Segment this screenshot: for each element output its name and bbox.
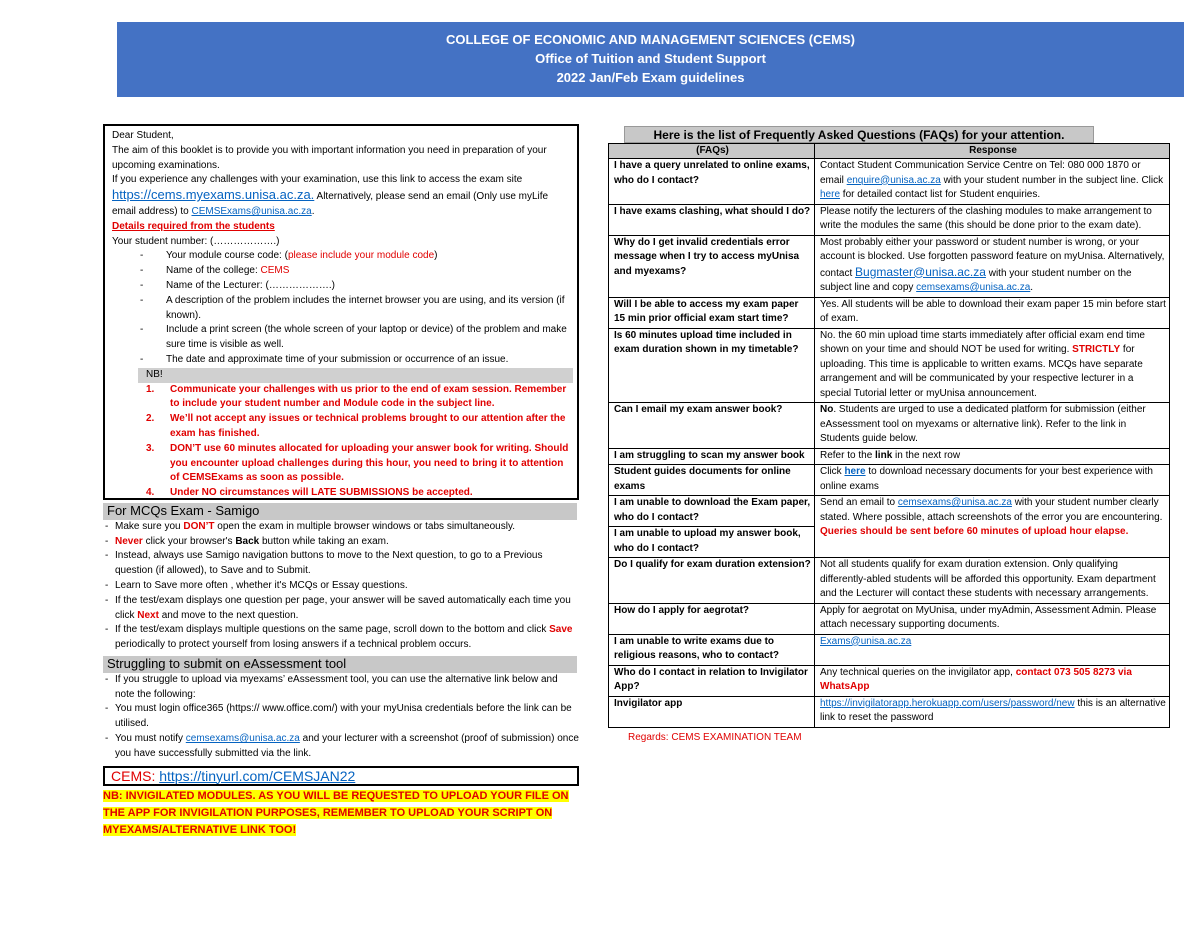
detail-text: Name of the college: — [166, 265, 261, 277]
eassessment-heading: Struggling to submit on eAssessment tool — [103, 656, 577, 673]
regards: Regards: CEMS EXAMINATION TEAM — [628, 731, 802, 743]
mcq-item-a: Learn to Save more often , whether it's MCQs or Essay questions. — [115, 579, 408, 591]
greeting: Dear Student, — [112, 130, 174, 141]
faq-question-text: I have a query unrelated to online exams, who do I contact? — [614, 160, 810, 186]
faq-row — [609, 696, 1170, 727]
faq-response — [815, 496, 1170, 558]
faq-response — [815, 558, 1170, 604]
faq-response-text: with your student number on the subject line and copy — [820, 267, 1132, 293]
mcq-item-r: DON’T — [183, 520, 215, 532]
mcq-item-c: button while taking an exam. — [259, 535, 389, 547]
faq-question — [609, 328, 815, 403]
detail-item — [140, 279, 573, 294]
office-title: Office of Tuition and Student Support — [535, 51, 766, 66]
nb-number: 3. — [146, 442, 155, 454]
eassessment-list — [103, 673, 579, 762]
detail-item — [140, 294, 573, 324]
faq-response-link[interactable]: https://invigilatorapp.herokuapp.com/users/password/new — [820, 697, 1075, 709]
mcq-item — [103, 535, 579, 550]
faq-row — [609, 159, 1170, 205]
mcq-item-b: open the exam in multiple browser windows or tabs simultaneously. — [214, 520, 515, 532]
faq-question — [609, 603, 815, 634]
faq-row — [609, 603, 1170, 634]
nb-item — [138, 486, 573, 501]
faq-question — [609, 696, 815, 727]
detail-end: ) — [434, 250, 438, 262]
faq-col-question: (FAQs) — [609, 144, 815, 159]
faq-question — [609, 235, 815, 297]
faq-response-bold: link — [875, 449, 893, 461]
faq-response-text: with your student number clearly stated. Where possible, attach screenshots of the error you are encountering. — [820, 497, 1163, 523]
faq-question — [609, 204, 815, 235]
eassessment-text: If you struggle to upload via myexams’ eAssessment tool, you can use the alternative link below and note the following: — [115, 673, 558, 700]
faq-response — [815, 465, 1170, 496]
faq-question-text: I am struggling to scan my answer book — [614, 449, 805, 461]
cems-link-box — [103, 766, 579, 787]
mcq-item — [103, 549, 579, 579]
right-column — [608, 126, 1170, 743]
faq-response-link[interactable]: Bugmaster@unisa.ac.za — [855, 264, 986, 279]
detail-highlight: CEMS — [260, 265, 290, 277]
faq-response-text: Any technical queries on the invigilator app, — [820, 666, 1016, 678]
mcq-item-a: If the test/exam displays one question per page, your answer will be saved automatically each time you click — [115, 594, 571, 621]
mcq-item-r: Save — [549, 624, 573, 636]
nb-item — [138, 412, 573, 442]
faq-question — [609, 665, 815, 696]
faq-response-text: Please notify the lecturers of the clashing modules to make arrangement to write the modules the same (this should be done prior to the exam date). — [820, 205, 1152, 231]
nb-item — [138, 383, 573, 413]
nb-label: NB! — [138, 368, 573, 383]
details-heading: Details required from the students — [112, 220, 275, 232]
nb-text: Communicate your challenges with us prior to the end of exam session. Remember to include your student number and Module code in the subject line. — [170, 383, 567, 410]
faq-row — [609, 297, 1170, 328]
faq-question — [609, 558, 815, 604]
student-number-line: Your student number: (……………….) — [112, 235, 280, 247]
faq-table — [608, 143, 1170, 728]
nb-list — [138, 383, 573, 501]
eassessment-text-end: and your lecturer with a screenshot (proof of submission) once you have successfully submitted via the link. — [115, 732, 579, 759]
faq-response-text: in the next row — [892, 449, 961, 461]
faq-row — [609, 665, 1170, 696]
faq-question-text: Do I qualify for exam duration extension? — [614, 559, 811, 570]
faq-title: Here is the list of Frequently Asked Questions (FAQs) for your attention. — [624, 126, 1094, 143]
faq-response — [815, 204, 1170, 235]
detail-text: Name of the Lecturer: (……………….) — [166, 279, 335, 291]
eassessment-text: You must login office365 (https:// www.office.com/) with your myUnisa credentials before the link can be utilised. — [115, 703, 572, 730]
cems-label: CEMS: — [111, 767, 160, 784]
alternative-text: Alternatively, please send an email (Only use myLife email address) to — [112, 191, 549, 217]
faq-response-highlight: contact 073 505 8273 via WhatsApp — [820, 666, 1132, 692]
cemsexams-email-link[interactable]: cemsexams@unisa.ac.za — [185, 732, 300, 744]
faq-question — [609, 634, 815, 665]
faq-row — [609, 235, 1170, 297]
faq-row — [609, 448, 1170, 465]
faq-response-text: with your student number in the subject line. Click — [940, 174, 1164, 186]
faq-question-text: I am unable to download the Exam paper, who do I contact? — [614, 497, 811, 523]
mcq-item — [103, 594, 579, 624]
detail-item — [140, 249, 573, 264]
email-end: . — [311, 205, 315, 217]
faq-row — [609, 558, 1170, 604]
faq-response-text: Not all students qualify for exam duration extension. Only qualifying differently-abled students will be afforded this opportunity. Exam department and the Lecturer will contact these students with necessary arrangements. — [820, 559, 1156, 599]
faq-response-text: Yes. All students will be able to download their exam paper 15 min before start of exam. — [820, 298, 1166, 324]
faq-response-text: Click — [820, 466, 845, 477]
mcq-item-r: Next — [137, 609, 159, 621]
header-banner — [117, 22, 1184, 97]
eassessment-text: You must notify — [115, 732, 186, 744]
detail-item — [140, 264, 573, 279]
exam-site-link[interactable]: https://cems.myexams.unisa.ac.za. — [112, 187, 315, 203]
left-column — [103, 124, 579, 839]
eassessment-item — [103, 702, 579, 732]
faq-response-text: Send an email to — [820, 497, 898, 508]
faq-row — [609, 496, 1170, 558]
mcq-item-a: Make sure you — [115, 520, 184, 532]
faq-response-text: Apply for aegrotat on MyUnisa, under myAdmin, Assessment Admin. Please attach necessary supporting documents. — [820, 604, 1157, 630]
college-title: COLLEGE OF ECONOMIC AND MANAGEMENT SCIENCES (CEMS) — [445, 32, 856, 47]
nb-text: DON’T use 60 minutes allocated for uploading your answer book for writing. Should you encounter upload challenges during this hour, you need to bring it to attention of CEMSExams as soon as possible. — [170, 442, 569, 484]
nb-number: 4. — [146, 487, 155, 499]
faq-question-text: I am unable to write exams due to religious reasons, who to contact? — [614, 635, 780, 661]
faq-question — [609, 159, 815, 205]
faq-question-text: Student guides documents for online exams — [614, 466, 791, 492]
faq-response-text: . Students are urged to use a dedicated platform for submission (either eAssessment tool on myexams or alternative link). Refer to the link in Students guide below. — [820, 404, 1146, 444]
faq-response-link[interactable]: here — [844, 466, 866, 477]
mcq-item-b: periodically to protect yourself from losing answers if a technical problem occurs. — [115, 639, 472, 651]
mcq-item — [103, 579, 579, 594]
faq-response-text: Refer to the — [820, 449, 876, 461]
faq-row — [609, 634, 1170, 665]
nb-invigilated-wrap — [103, 788, 579, 838]
faq-question-text: Is 60 minutes upload time included in exam duration shown in my timetable? — [614, 329, 799, 355]
faq-row — [609, 465, 1170, 496]
challenge-paragraph — [112, 173, 573, 219]
faq-response — [815, 235, 1170, 297]
mcq-item-r: Never — [115, 535, 143, 547]
detail-text: The date and approximate time of your submission or occurrence of an issue. — [166, 353, 509, 365]
faq-response — [815, 665, 1170, 696]
nb-item — [138, 442, 573, 486]
faq-question-text: Invigilator app — [614, 697, 683, 709]
mcq-item — [103, 623, 579, 653]
faq-question — [609, 297, 815, 328]
mcq-item-a: Instead, always use Samigo navigation buttons to move to the Next question, to go to a Previous question (if allowed), to Save and to Submit. — [115, 550, 543, 577]
intro-text: The aim of this booklet is to provide you with important information you need in preparation of your upcoming examinations. — [112, 144, 547, 171]
mcq-item-k: Back — [235, 535, 260, 547]
faq-question-text: Why do I get invalid credentials error message when I try to access myUnisa and myexams? — [614, 236, 800, 277]
faq-response-text: Most probably either your password or student number is wrong, or your account is blocked. Use forgotten password feature on myUnisa. Alternatively, contact — [820, 236, 1165, 279]
faq-response-link[interactable]: cemsexams@unisa.ac.za — [916, 282, 1031, 293]
faq-response-highlight: Queries should be sent before 60 minutes of upload hour elapse. — [820, 526, 1129, 537]
cems-tinyurl-link[interactable]: https://tinyurl.com/CEMSJAN22 — [159, 767, 356, 784]
challenge-text: If you experience any challenges with your examination, use this link to access the exam site — [112, 174, 523, 186]
detail-item — [140, 323, 573, 353]
faq-response — [815, 634, 1170, 665]
faq-response-text: for detailed contact list for Student enquiries. — [840, 189, 1041, 200]
faq-question — [609, 496, 815, 558]
eassessment-item — [103, 732, 579, 762]
faq-response — [815, 448, 1170, 465]
cems-exams-email-link[interactable]: CEMSExams@unisa.ac.za — [191, 205, 312, 217]
details-list — [140, 249, 573, 367]
faq-question-text: Will I be able to access my exam paper 15 min prior official exam start time? — [614, 298, 799, 324]
student-letter-box — [103, 124, 579, 500]
faq-response — [815, 328, 1170, 403]
mcq-heading: For MCQs Exam - Samigo — [103, 503, 577, 520]
faq-response-text: No. the 60 min upload time starts immediately after official exam end time shown on your time and should NOT be used for writing. — [820, 329, 1145, 355]
faq-row — [609, 403, 1170, 449]
faq-response-text: for uploading. This time is applicable to written exams. MCQs have separate arrangement and will be communicated by your respective lecturer in a special Tutorial letter or myUnisa announcement. — [820, 344, 1143, 399]
detail-text: A description of the problem includes the internet browser you are using, and its version (if known). — [166, 294, 565, 321]
faq-row — [609, 204, 1170, 235]
faq-body — [609, 159, 1170, 728]
nb-invigilated-note: NB: INVIGILATED MODULES. AS YOU WILL BE REQUESTED TO UPLOAD YOUR FILE ON THE APP FOR INVIGILATION PURPOSES, REMEMBER TO UPLOAD YOUR SCRIPT ON MYEXAMS/ALTERNATIVE LINK TOO! — [103, 790, 569, 836]
faq-question-text: Who do I contact in relation to Invigilator App? — [614, 666, 808, 692]
detail-text: Include a print screen (the whole screen of your laptop or device) of the problem and make sure time is visible as well. — [166, 324, 567, 351]
faq-question-text-2: I am unable to upload my answer book, who do I contact? — [614, 528, 801, 554]
mcq-item — [103, 520, 579, 535]
faq-question-text: I have exams clashing, what should I do? — [614, 205, 811, 217]
faq-response — [815, 159, 1170, 205]
faq-question — [609, 465, 815, 496]
faq-question-text: How do I apply for aegrotat? — [614, 604, 750, 616]
nb-number: 1. — [146, 383, 155, 395]
faq-response-text: Contact Student Communication Service Centre on Tel: 080 000 1870 or email — [820, 160, 1141, 186]
detail-item — [140, 353, 573, 368]
faq-col-response: Response — [815, 144, 1170, 159]
detail-highlight: please include your module code — [287, 250, 435, 262]
faq-question — [609, 403, 815, 449]
nb-text: Under NO circumstances will LATE SUBMISSIONS be accepted. — [170, 487, 473, 499]
faq-row — [609, 328, 1170, 403]
faq-response-text: . — [1030, 282, 1034, 293]
faq-response-link[interactable]: enquire@unisa.ac.za — [846, 174, 941, 186]
mcq-item-b: click your browser's — [142, 535, 236, 547]
faq-response — [815, 297, 1170, 328]
detail-text: Your module course code: ( — [166, 250, 288, 262]
faq-question-text: Can I email my exam answer book? — [614, 404, 783, 415]
faq-response — [815, 603, 1170, 634]
faq-response-link[interactable]: cemsexams@unisa.ac.za — [897, 497, 1012, 508]
faq-response — [815, 403, 1170, 449]
eassessment-item — [103, 673, 579, 703]
faq-response-link[interactable]: Exams@unisa.ac.za — [820, 635, 912, 647]
mcq-list — [103, 520, 579, 653]
faq-response-bold: No — [820, 404, 834, 415]
nb-number: 2. — [146, 413, 155, 425]
faq-response-text: this is an alternative link to reset the password — [820, 697, 1166, 723]
mcq-item-a: If the test/exam displays multiple questions on the same page, scroll down to the bottom and click — [115, 624, 550, 636]
faq-response — [815, 696, 1170, 727]
faq-question — [609, 448, 815, 465]
faq-response-text: to download necessary documents for your best experience with online exams — [820, 466, 1153, 492]
faq-header-row — [609, 144, 1170, 159]
faq-response-link[interactable]: here — [820, 189, 841, 200]
guidelines-title: 2022 Jan/Feb Exam guidelines — [556, 70, 745, 85]
nb-text: We’ll not accept any issues or technical problems brought to our attention after the exam has finished. — [170, 413, 566, 439]
mcq-item-b: and move to the next question. — [158, 609, 299, 621]
faq-response-highlight: STRICTLY — [1072, 344, 1121, 355]
